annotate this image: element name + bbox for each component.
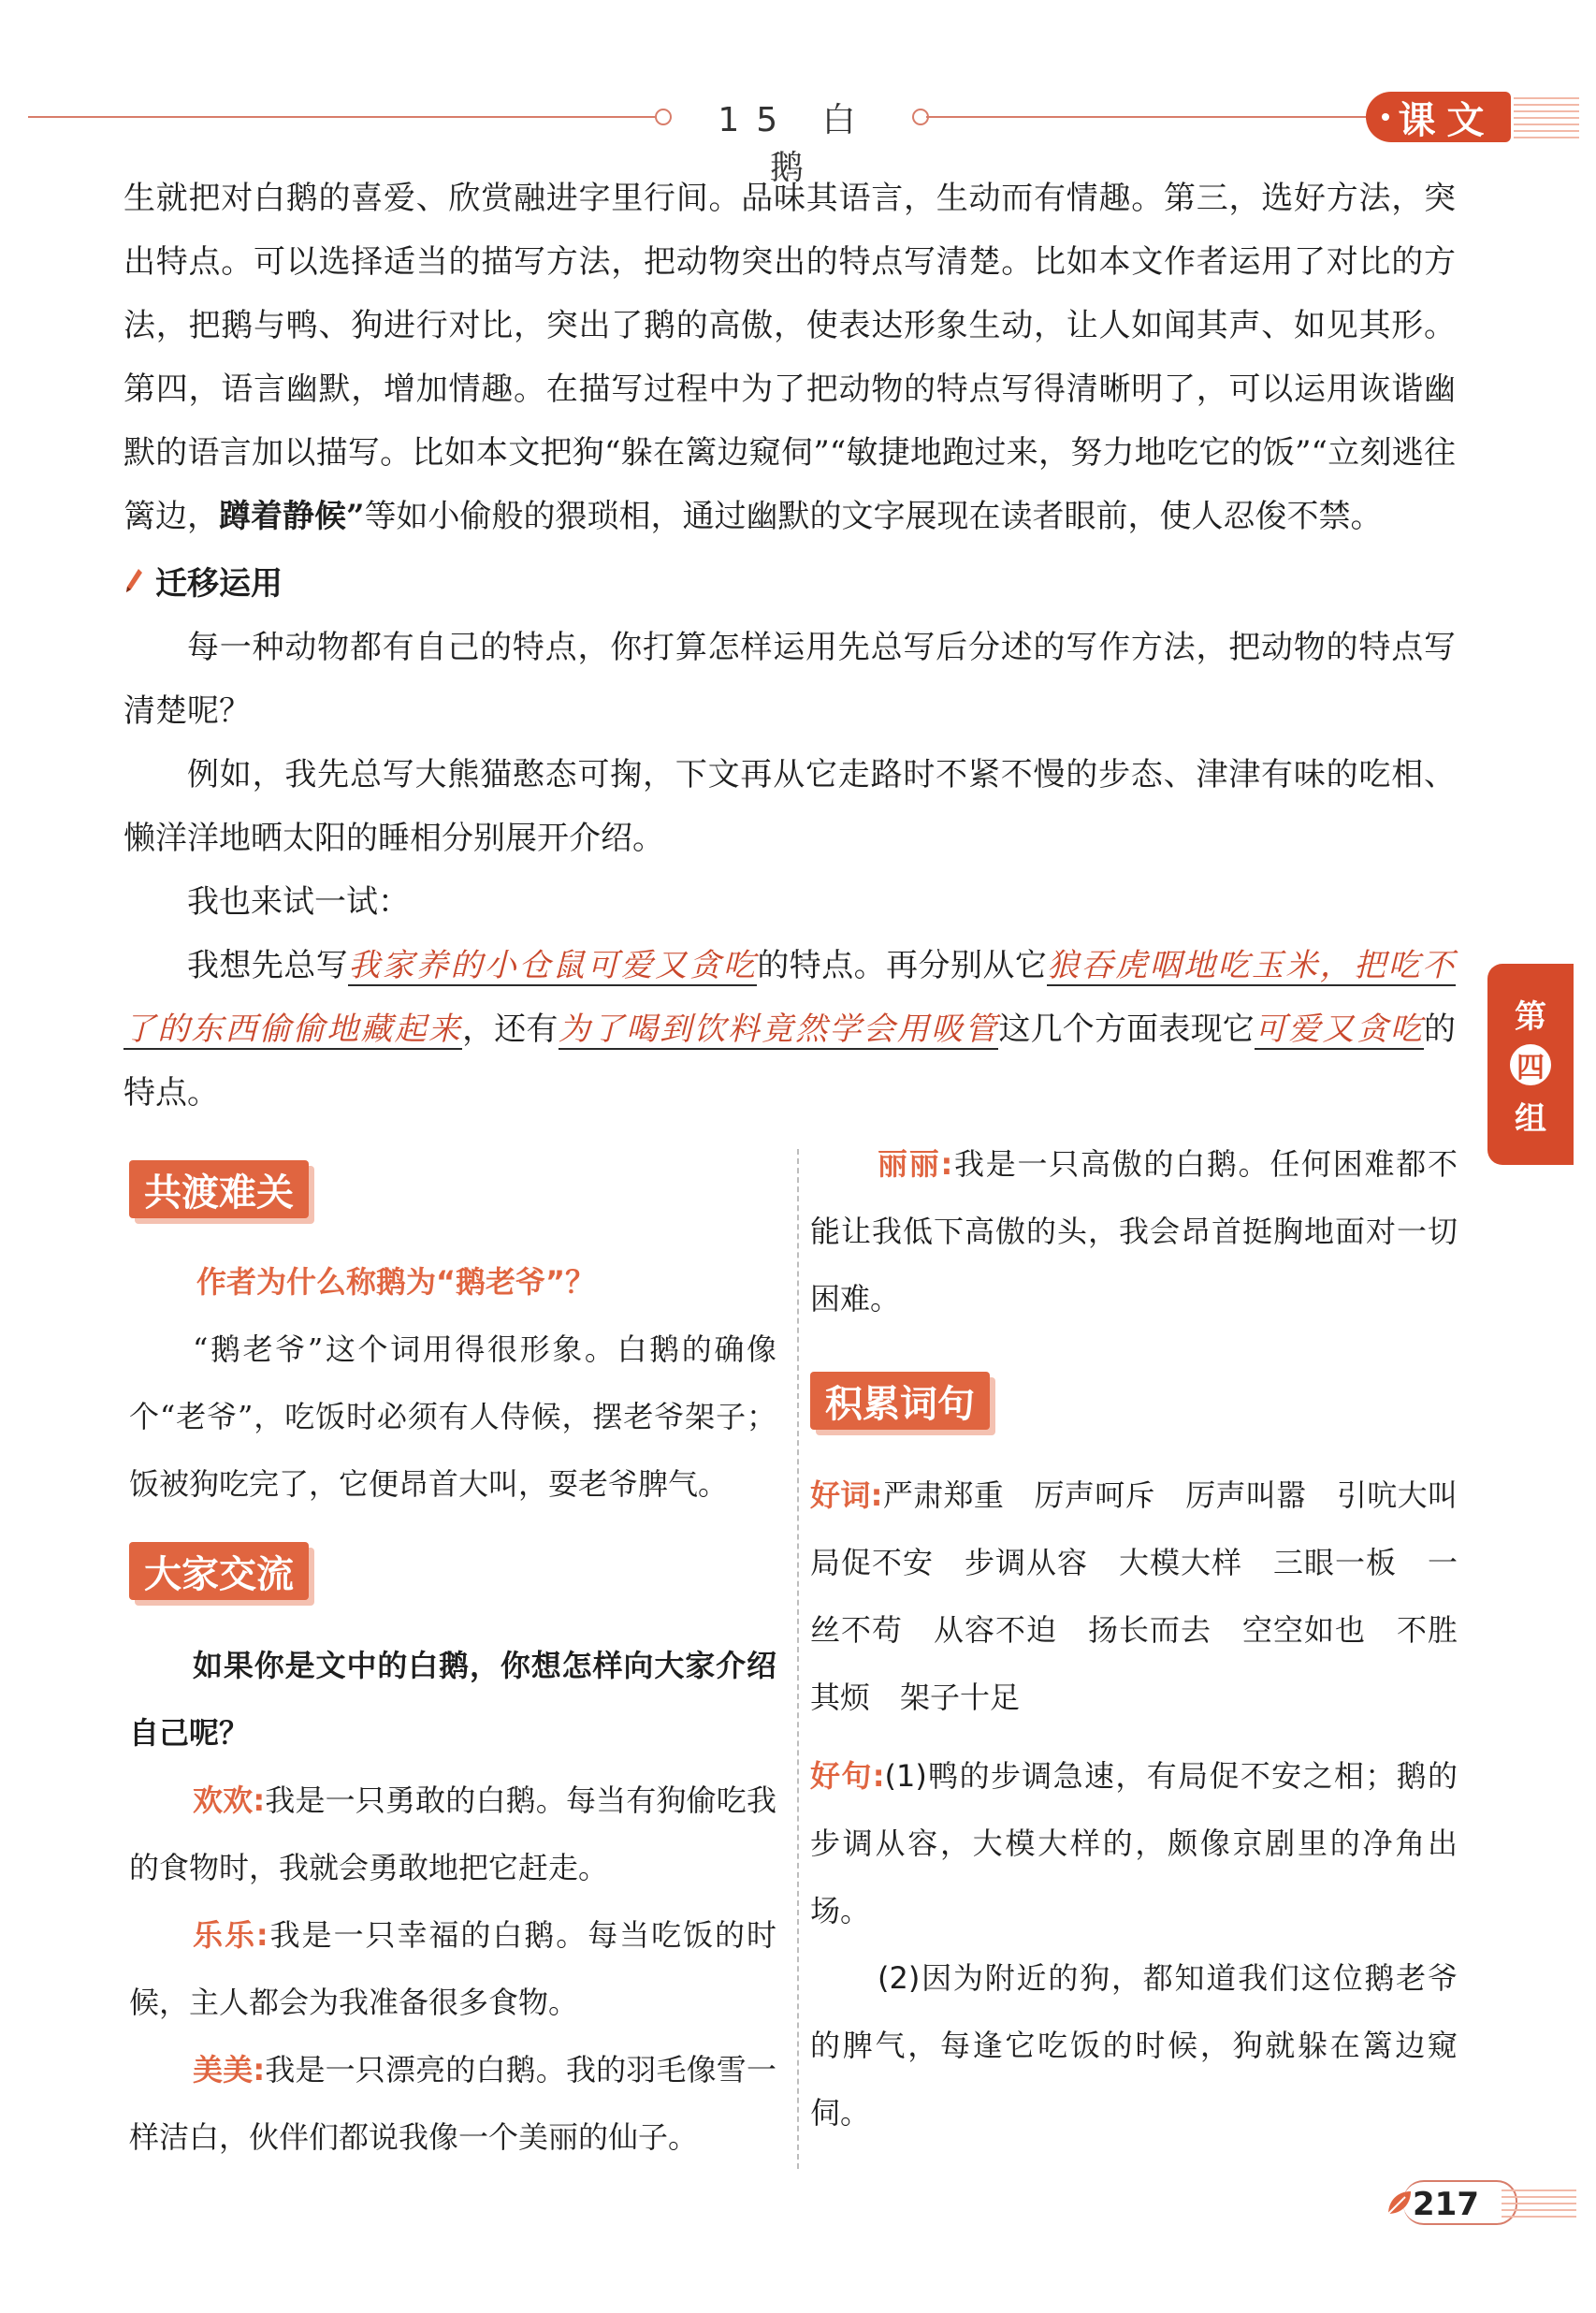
pencil-icon <box>123 567 144 595</box>
good-words <box>810 1462 1487 1731</box>
section-badge-discuss: 大家交流 <box>129 1542 309 1600</box>
fill-text: ，还有 <box>462 1011 559 1048</box>
header-stripes-decoration <box>1514 97 1579 138</box>
entry-text: 我是一只幸福的白鹅。每当吃饭的时候，主人都会为我准备很多食物。 <box>129 1917 776 2020</box>
speaker-label: 欢欢: <box>193 1782 266 1818</box>
transfer-heading <box>123 558 283 604</box>
discuss-question: 如果你是文中的白鹅，你想怎样向大家介绍自己呢？ <box>129 1648 776 1751</box>
overcome-question <box>196 1248 776 1316</box>
page-header-title: 15 白 鹅 <box>718 101 873 187</box>
handwritten-answer: 为了喝到饮料竟然学会用吸管 <box>558 1011 999 1048</box>
entry-text: 我是一只勇敢的白鹅。每当有狗偷吃我的食物时，我就会勇敢地把它赶走。 <box>129 1782 776 1885</box>
good-sentences <box>810 1742 1458 1944</box>
entry-text: 我是一只漂亮的白鹅。我的羽毛像雪一样洁白，伙伴们都说我像一个美丽的仙子。 <box>129 2052 776 2155</box>
transfer-question: 每一种动物都有自己的特点，你打算怎样运用先总写后分述的写作方法，把动物的特点写清楚呢？ <box>123 629 1456 730</box>
good-words-list: 严肃郑重 厉声呵斥 厉声叫嚣 引吭大叫 局促不安 步调从容 大模大样 三眼一板 一丝不苟 从容不迫 扬长而去 空空如也 不胜其烦 架子十足 <box>810 1477 1487 1715</box>
column-divider <box>797 1149 799 2169</box>
transfer-title-text: 迁移运用 <box>155 565 283 603</box>
fill-in-answer <box>123 934 1456 1125</box>
intro-bold-text: 蹲着静候” <box>219 498 365 535</box>
side-tab-bottom: 组 <box>1515 1099 1546 1138</box>
side-tab-top: 第 <box>1515 997 1546 1036</box>
speaker-label: 美美: <box>193 2052 266 2088</box>
fill-text: 的特点。再分别从它 <box>757 947 1048 984</box>
fill-text: 我想先总写 <box>187 947 349 984</box>
overcome-answer: “鹅老爷”这个词用得很形象。白鹅的确像个“老爷”，吃饭时必须有人侍候，摆老爷架子；饭被狗吃完了，它便昂首大叫，耍老爷脾气。 <box>129 1331 776 1502</box>
header-dot-left <box>655 109 672 125</box>
page-number: 217 <box>1413 2186 1479 2223</box>
fill-text: 这几个方面表现它 <box>998 1011 1255 1048</box>
overcome-question-text: 作者为什么称鹅为“鹅老爷”？ <box>196 1264 596 1300</box>
discuss-entry <box>129 2036 776 2171</box>
good-sentences-label: 好句: <box>810 1758 885 1794</box>
header-rule-left <box>28 116 655 118</box>
section-badge-overcome: 共渡难关 <box>129 1160 309 1218</box>
intro-tail-text: 等如小偷般的猥琐相，通过幽默的文字展现在读者眼前，使人忍俊不禁。 <box>364 498 1383 535</box>
sentence-1: (1)鸭的步调急速，有局促不安之相；鹅的步调从容，大模大样的，颇像京剧里的净角出场。 <box>810 1758 1458 1928</box>
entry-text: 我是一只高傲的白鹅。任何困难都不能让我低下高傲的头，我会昂首挺胸地面对一切困难。 <box>810 1146 1458 1317</box>
intro-paragraph <box>123 167 1456 548</box>
fill-text: 的特点。 <box>123 1011 1457 1112</box>
sentence-2: (2)因为附近的狗，都知道我们这位鹅老爷的脾气，每逢它吃饭的时候，狗就躲在篱边窥伺。 <box>810 1960 1458 2131</box>
speaker-label: 乐乐: <box>193 1917 268 1953</box>
handwritten-answer: 可爱又贪吃 <box>1255 1011 1425 1048</box>
unit-side-tab <box>1487 964 1574 1165</box>
good-words-label: 好词: <box>810 1477 883 1513</box>
handwritten-answer: 狼吞虎咽地吃玉米，把吃不了的东西偷偷地藏起来 <box>123 947 1457 1048</box>
handwritten-answer: 我家养的小仓鼠可爱又贪吃 <box>348 947 758 984</box>
discuss-entry <box>129 1901 776 2036</box>
try-label: 我也来试一试： <box>187 883 410 921</box>
footer-stripes-decoration <box>1502 2189 1576 2221</box>
side-tab-number: 四 <box>1510 1044 1551 1085</box>
speaker-label: 丽丽: <box>878 1146 953 1182</box>
transfer-example: 例如，我先总写大熊猫憨态可掬，下文再从它走路时不紧不慢的步态、津津有味的吃相、懒洋洋地晒太阳的睡相分别展开介绍。 <box>123 756 1456 857</box>
discuss-entry <box>129 1767 776 1901</box>
header-rule-right <box>926 116 1366 118</box>
section-badge-accumulate: 积累词句 <box>810 1372 990 1430</box>
discuss-entry-lili <box>810 1130 1458 1332</box>
section-badge-lesson: 课文 <box>1366 92 1511 142</box>
intro-text: 生就把对白鹅的喜爱、欣赏融进字里行间。品味其语言，生动而有情趣。第三，选好方法，突出特点。可以选择适当的描写方法，把动物突出的特点写清楚。比如本文作者运用了对比的方法，把鹅与鸭、狗进行对比，突出了鹅的高傲，使表达形象生动，让人如闻其声、如见其形。第四，语言幽默，增加情趣。在描写过程中为了把动物的特点写得清晰明了，可以运用诙谐幽默的语言加以描写。比如本文把狗“躲在篱边窥伺”“敏捷地跑过来，努力地吃它的饭”“立刻逃往篱边， <box>123 180 1456 535</box>
